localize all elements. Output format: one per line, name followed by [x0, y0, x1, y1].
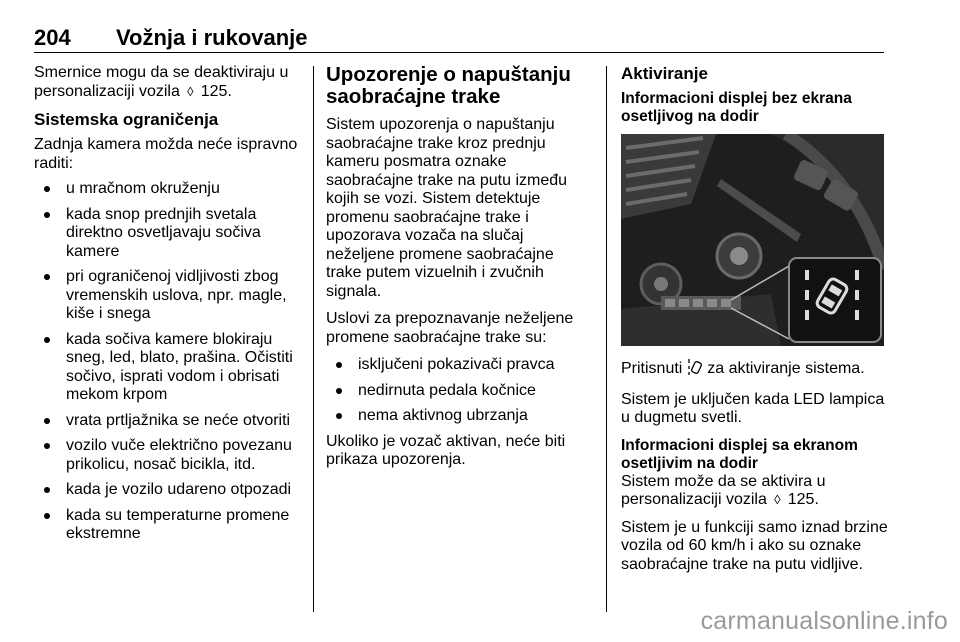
column-1	[34, 64, 300, 551]
column-divider-left	[313, 66, 314, 612]
list-item: nema aktivnog ubrzanja	[326, 407, 588, 426]
watermark: carmanualsonline.info	[700, 607, 948, 635]
list-item: kada sočiva kamere blokiraju sneg, led, blato, prašina. Očistiti sočivo, isprati vodom i obrisati mekom krpom	[34, 331, 300, 405]
list-item: isključeni pokazivači pravca	[326, 356, 588, 375]
non-touch-display-subheading: Informacioni displej bez ekrana osetljivog na dodir	[621, 90, 852, 125]
page-ref-icon: ◊	[187, 83, 194, 99]
driver-active-paragraph: Ukoliko je vozač aktivan, neće biti prikaza upozorenja.	[326, 432, 566, 468]
list-item: pri ograničenoj vidljivosti zbog vremenskih uslova, npr. magle, kiše i snega	[34, 268, 300, 324]
description-paragraph: Sistem upozorenja o napuštanju saobraćajne trake kroz prednju kameru posmatra oznake saobraćajne trake na putu između kojih se vozi. Sistem detektuje promenu saobraćajne trake i upozorava vozača na slučaj neželjene promene saobraćajne trake putem vizuelnih i zvučnih signala.	[326, 116, 568, 300]
section-title: Vožnja i rukovanje	[116, 25, 308, 50]
column-3	[621, 64, 889, 583]
page-reference[interactable]: 125.	[787, 491, 819, 508]
lane-departure-icon	[687, 358, 703, 382]
list-item: vozilo vuče električno povezanu prikolicu, nosač bicikla, itd.	[34, 437, 300, 474]
column-2	[326, 64, 588, 479]
list-item: u mračnom okruženju	[34, 180, 300, 199]
lane-departure-title: Upozorenje o napuštanju saobraćajne trake	[326, 63, 571, 108]
intro-paragraph: Smernice mogu da se deaktiviraju u personalizaciji vozila ◊ 125.	[34, 64, 289, 100]
limitations-heading: Sistemska ograničenja	[34, 110, 219, 129]
list-item: kada su temperaturne promene ekstremne	[34, 507, 300, 544]
activation-heading: Aktiviranje	[621, 64, 708, 83]
list-item: kada snop prednjih svetala direktno osvetljavaju sočiva kamere	[34, 206, 300, 262]
conditions-paragraph: Uslovi za prepoznavanje neželjene promene saobraćajne trake su:	[326, 310, 574, 346]
press-instruction: Pritisnuti za aktiviranje sistema.	[621, 358, 889, 382]
touch-display-subheading: Informacioni displej sa ekranom osetljivim na dodir	[621, 436, 858, 472]
speed-paragraph: Sistem je u funkciji samo iznad brzine vozila od 60 km/h i ako su oznake saobraćajne trake na putu vidljive.	[621, 518, 888, 573]
dashboard-button-illustration	[621, 134, 884, 346]
led-paragraph: Sistem je uključen kada LED lampica u dugmetu svetli.	[621, 390, 885, 426]
page-number: 204	[34, 25, 71, 50]
page-header	[34, 22, 884, 53]
list-item: vrata prtljažnika se neće otvoriti	[34, 412, 300, 431]
conditions-list	[326, 356, 588, 426]
limitations-lead: Zadnja kamera možda neće ispravno raditi:	[34, 136, 298, 172]
list-item: kada je vozilo udareno otpozadi	[34, 481, 300, 500]
page-ref-icon: ◊	[774, 492, 781, 507]
personalization-paragraph: Sistem može da se aktivira u personalizaciji vozila ◊ 125.	[621, 472, 826, 508]
column-divider-right	[606, 66, 607, 612]
limitations-list	[34, 180, 300, 544]
list-item: nedirnuta pedala kočnice	[326, 382, 588, 401]
page-reference[interactable]: 125.	[200, 82, 232, 100]
